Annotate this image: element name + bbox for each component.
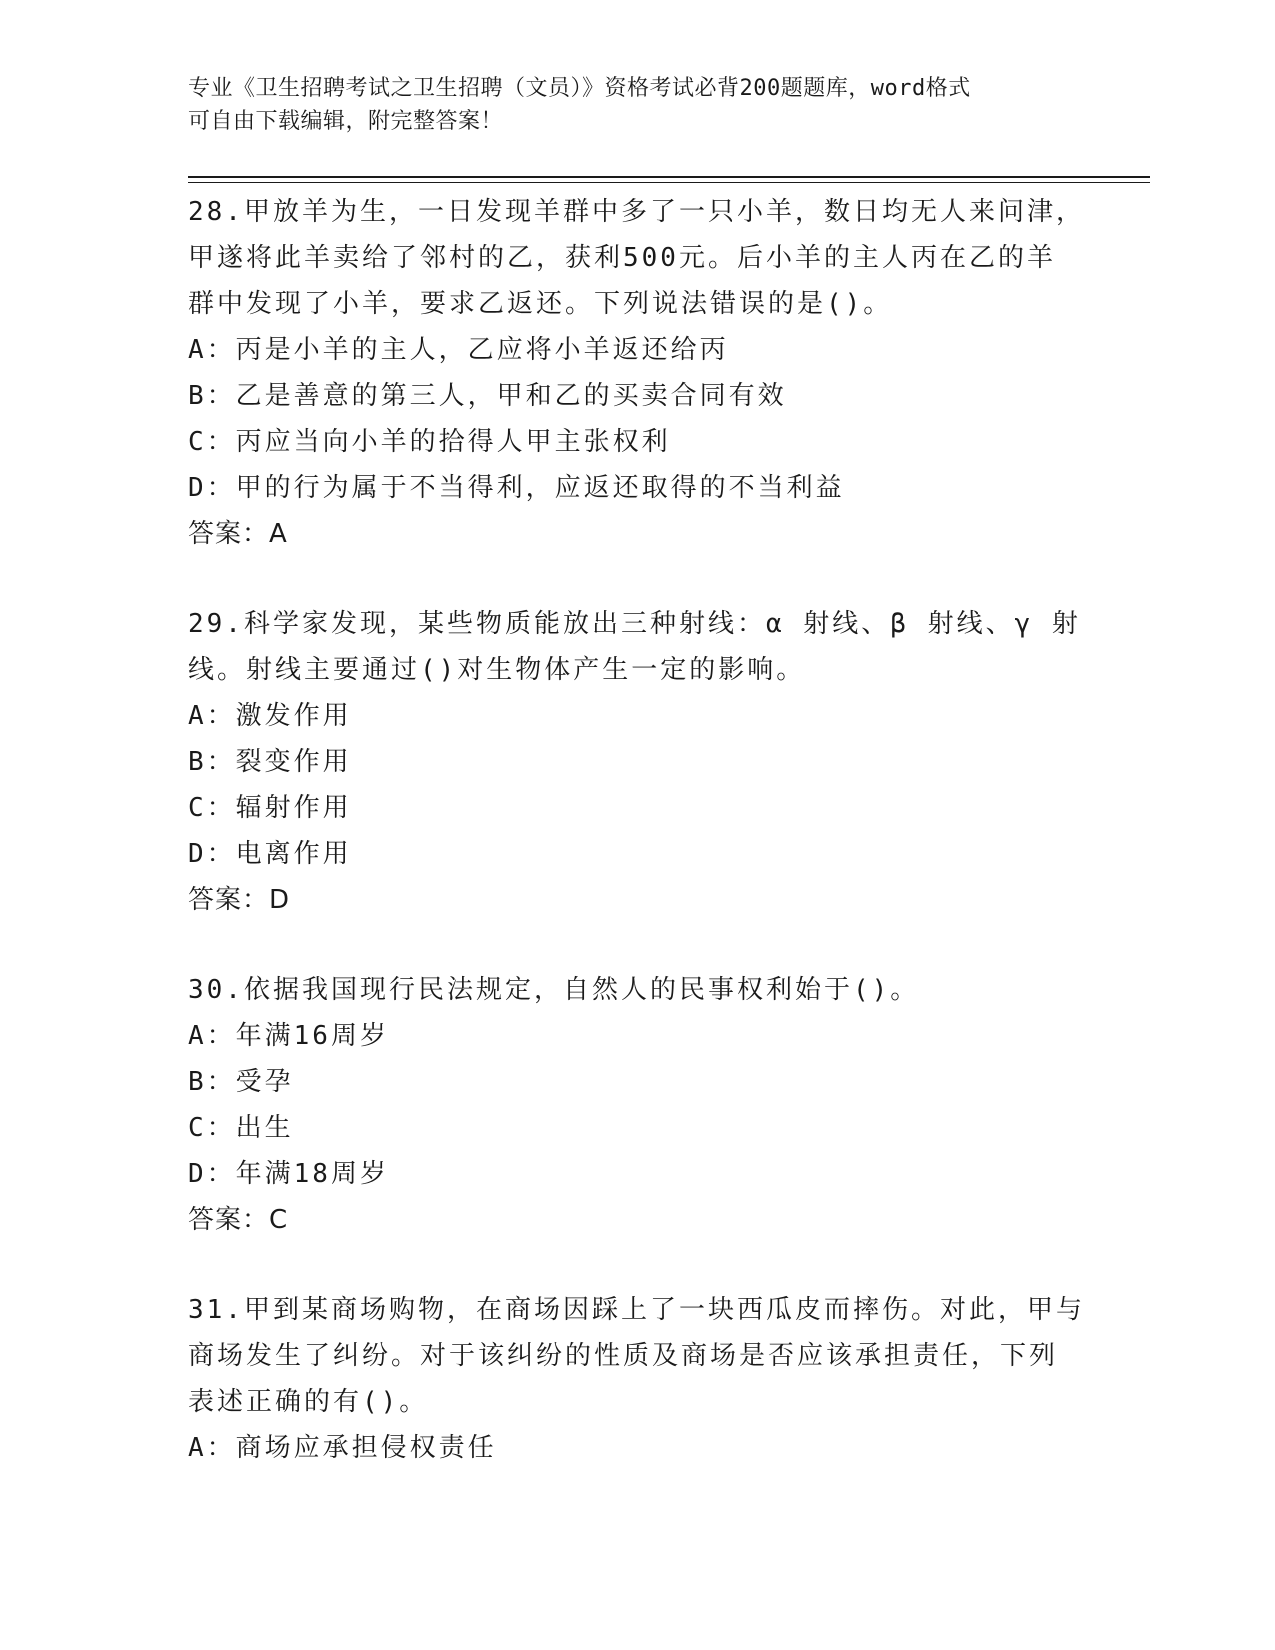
option-c: C：出生 (188, 1113, 294, 1143)
header-divider-thin (188, 182, 1150, 183)
option-c: C：辐射作用 (188, 793, 352, 823)
answer-line: 答案：C (188, 1205, 289, 1235)
answer-line: 答案：D (188, 885, 291, 915)
option-a: A：激发作用 (188, 701, 352, 731)
question-31 (188, 1287, 1088, 1471)
option-b: B：受孕 (188, 1067, 294, 1097)
option-c: C：丙应当向小羊的拾得人甲主张权利 (188, 427, 671, 457)
option-a: A：商场应承担侵权责任 (188, 1433, 497, 1463)
question-stem-line: 甲遂将此羊卖给了邻村的乙，获利500元。后小羊的主人丙在乙的羊 (188, 243, 1056, 273)
question-list (188, 189, 1088, 1515)
option-d: D：电离作用 (188, 839, 352, 869)
option-b: B：乙是善意的第三人，甲和乙的买卖合同有效 (188, 381, 787, 411)
question-stem-line: 30.依据我国现行民法规定，自然人的民事权利始于()。 (188, 975, 920, 1005)
question-stem-line: 31.甲到某商场购物，在商场因踩上了一块西瓜皮而摔伤。对此，甲与 (188, 1295, 1085, 1325)
option-a: A：年满16周岁 (188, 1021, 389, 1051)
option-d: D：年满18周岁 (188, 1159, 389, 1189)
question-29 (188, 601, 1088, 923)
question-stem-line: 线。射线主要通过()对生物体产生一定的影响。 (188, 655, 806, 685)
question-stem-line: 28.甲放羊为生，一日发现羊群中多了一只小羊，数日均无人来问津， (188, 197, 1085, 227)
option-b: B：裂变作用 (188, 747, 352, 777)
question-stem-line: 29.科学家发现，某些物质能放出三种射线：α 射线、β 射线、γ 射 (188, 609, 1081, 639)
answer-line: 答案：A (188, 519, 288, 549)
option-a: A：丙是小羊的主人，乙应将小羊返还给丙 (188, 335, 729, 365)
question-30 (188, 967, 1088, 1243)
header-line-2: 可自由下载编辑，附完整答案！ (188, 109, 504, 134)
question-stem-line: 群中发现了小羊，要求乙返还。下列说法错误的是()。 (188, 289, 893, 319)
question-stem-line: 商场发生了纠纷。对于该纠纷的性质及商场是否应该承担责任，下列 (188, 1341, 1059, 1371)
header-line-1: 专业《卫生招聘考试之卫生招聘（文员）》资格考试必背200题题库，word格式 (188, 76, 971, 101)
option-d: D：甲的行为属于不当得利，应返还取得的不当利益 (188, 473, 845, 503)
question-28 (188, 189, 1088, 557)
header-divider-thick (188, 176, 1150, 178)
document-header (188, 72, 1068, 138)
question-stem-line: 表述正确的有()。 (188, 1387, 429, 1417)
